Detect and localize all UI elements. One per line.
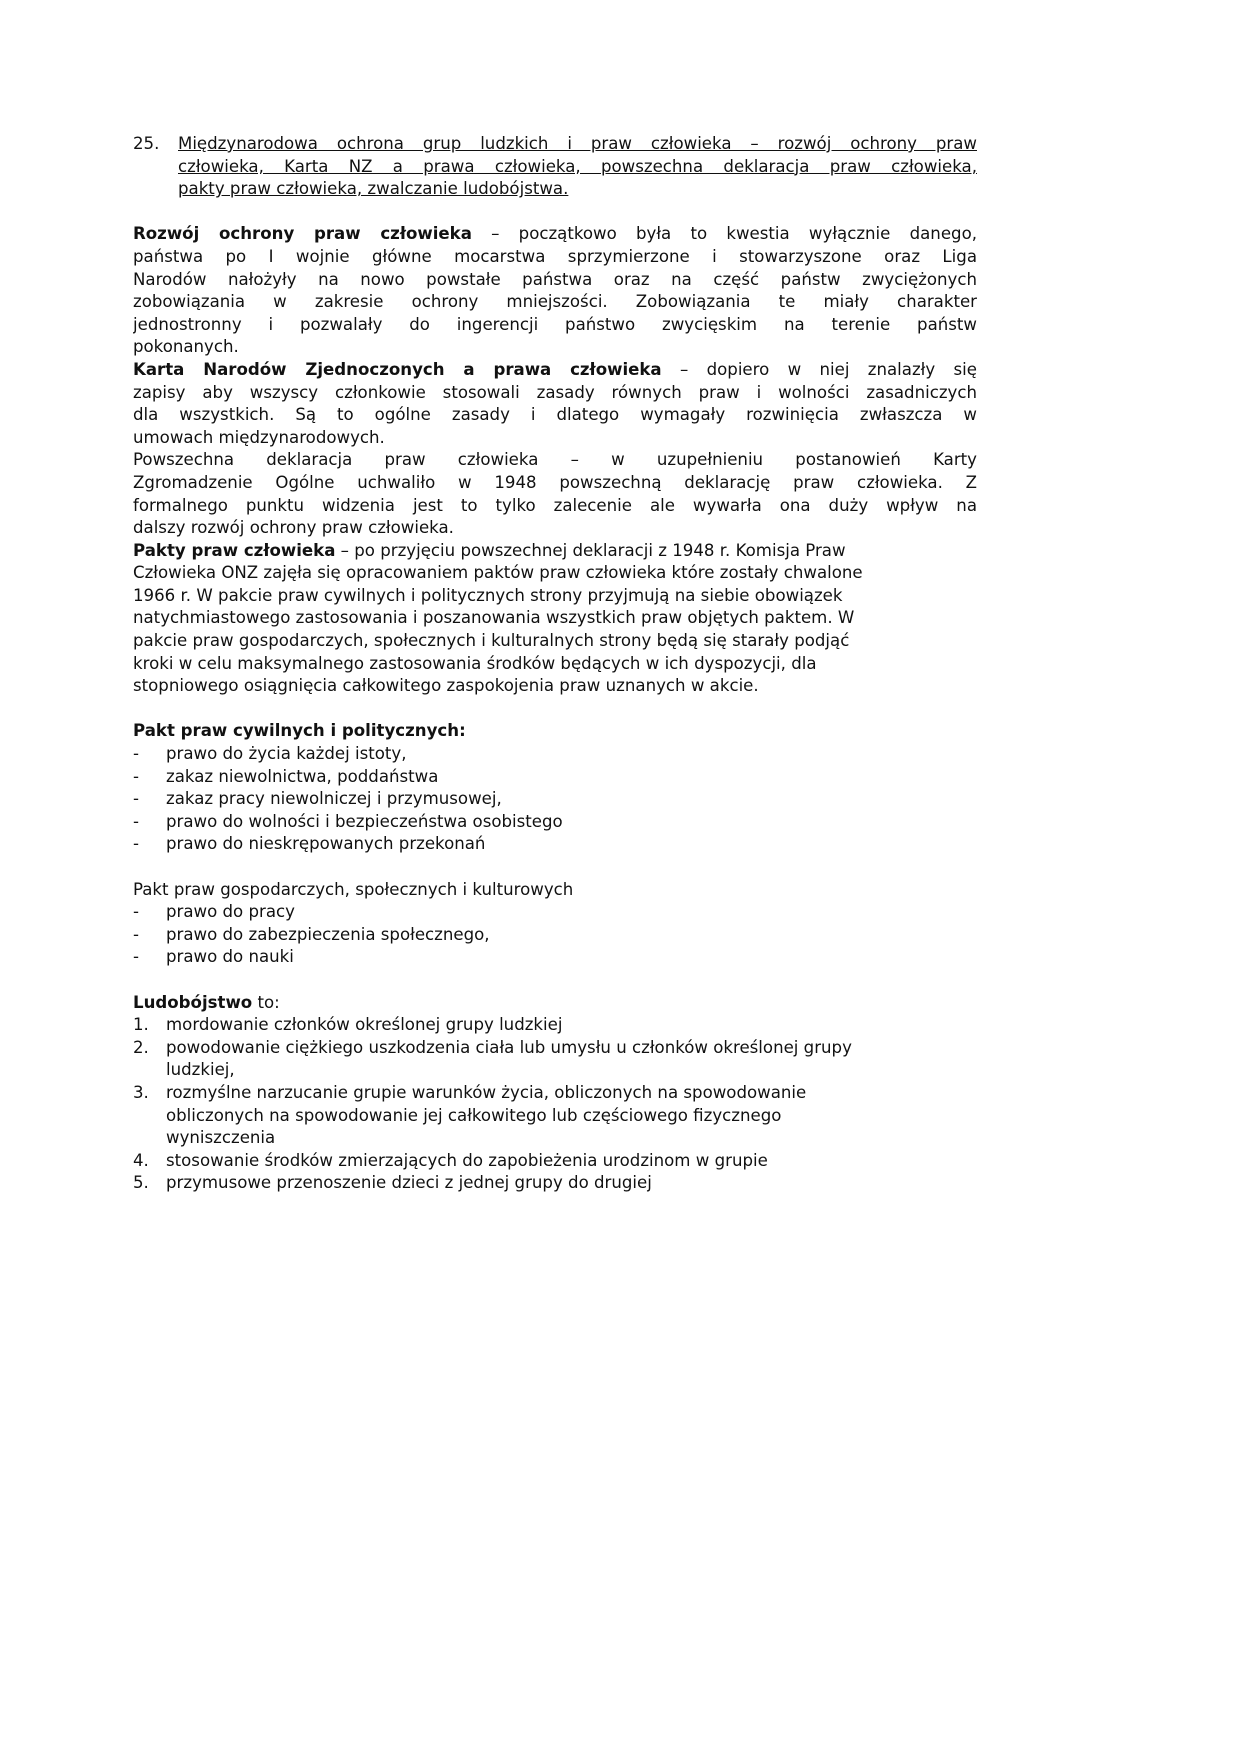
line-text: prawo do życia każdej istoty, <box>166 744 407 764</box>
text-line <box>133 1059 977 1082</box>
blank-line <box>133 201 977 224</box>
list-marker: - <box>133 902 139 922</box>
text-line <box>133 607 977 630</box>
line-text: to: <box>252 992 280 1012</box>
line-text: prawo do pracy <box>166 902 295 922</box>
document-body <box>133 201 977 1195</box>
text-line <box>133 359 977 382</box>
bold-term: Karta Narodów Zjednoczonych a prawa człowieka <box>133 359 662 379</box>
line-text: zobowiązania w zakresie ochrony mniejszości. Zobowiązania te miały charakter <box>133 292 977 312</box>
list-marker: 3. <box>133 1082 149 1102</box>
line-text: zakaz pracy niewolniczej i przymusowej, <box>166 789 502 809</box>
bold-term: Ludobójstwo <box>133 992 253 1012</box>
list-marker: - <box>133 924 139 944</box>
list-marker: 5. <box>133 1173 149 1193</box>
line-text: Człowieka ONZ zajęła się opracowaniem paktów praw człowieka które zostały chwalone <box>133 563 863 583</box>
blank-line <box>133 698 977 721</box>
line-text: stopniowego osiągnięcia całkowitego zaspokojenia praw uznanych w akcie. <box>133 676 759 696</box>
text-line <box>133 653 977 676</box>
line-text: powodowanie ciężkiego uszkodzenia ciała lub umysłu u członków określonej grupy <box>166 1037 852 1057</box>
text-line <box>133 449 977 472</box>
line-text: wyniszczenia <box>166 1128 276 1148</box>
list-item <box>133 946 977 969</box>
list-item <box>133 924 977 947</box>
line-text: prawo do nieskrępowanych przekonań <box>166 834 486 854</box>
list-marker: - <box>133 766 139 786</box>
heading-line <box>133 133 977 156</box>
line-text: – początkowo była to kwestia wyłącznie danego, <box>471 224 977 244</box>
text-line <box>133 246 977 269</box>
line-text: obliczonych na spowodowanie jej całkowitego lub częściowego fizycznego <box>166 1105 782 1125</box>
line-text: dalszy rozwój ochrony praw człowieka. <box>133 518 454 538</box>
text-line <box>133 517 977 540</box>
bold-term: Pakty praw człowieka <box>133 540 336 560</box>
line-text: natychmiastowego zastosowania i poszanowania wszystkich praw objętych paktem. W <box>133 608 855 628</box>
section-heading <box>133 133 977 201</box>
line-text: prawo do nauki <box>166 947 294 967</box>
line-text: Narodów nałożyły na nowo powstałe państwa oraz na część państw zwyciężonych <box>133 269 977 289</box>
line-text: pokonanych. <box>133 337 239 357</box>
line-text: kroki w celu maksymalnego zastosowania środków będących w ich dyspozycji, dla <box>133 653 817 673</box>
text-line <box>133 336 977 359</box>
list-marker: 1. <box>133 1015 149 1035</box>
line-text: państwa po I wojnie główne mocarstwa sprzymierzone i stowarzyszone oraz Liga <box>133 246 977 266</box>
line-text: pakcie praw gospodarczych, społecznych i kulturalnych strony będą się starały podjąć <box>133 631 850 651</box>
line-text: Pakt praw gospodarczych, społecznych i kulturowych <box>133 879 574 899</box>
list-item <box>133 1172 977 1195</box>
blank-line <box>133 856 977 879</box>
line-text: prawo do zabezpieczenia społecznego, <box>166 924 490 944</box>
list-item <box>133 1014 977 1037</box>
list-item <box>133 811 977 834</box>
line-text: mordowanie członków określonej grupy ludzkiej <box>166 1015 563 1035</box>
line-text: stosowanie środków zmierzających do zapobieżenia urodzinom w grupie <box>166 1150 768 1170</box>
list-item <box>133 766 977 789</box>
text-line <box>133 675 977 698</box>
line-text: jednostronny i pozwalały do ingerencji państwo zwycięskim na terenie państw <box>133 314 977 334</box>
list-item <box>133 1150 977 1173</box>
line-text: przymusowe przenoszenie dzieci z jednej grupy do drugiej <box>166 1173 652 1193</box>
heading-number: 25. <box>133 134 160 153</box>
list-item <box>133 901 977 924</box>
text-line <box>133 879 977 902</box>
text-line <box>133 427 977 450</box>
heading-line <box>133 156 977 179</box>
line-text: prawo do wolności i bezpieczeństwa osobistego <box>166 811 563 831</box>
line-text: zakaz niewolnictwa, poddaństwa <box>166 766 439 786</box>
list-item <box>133 743 977 766</box>
text-line <box>133 1105 977 1128</box>
text-line <box>133 314 977 337</box>
text-line <box>133 720 977 743</box>
list-marker: - <box>133 744 139 764</box>
line-text: – po przyjęciu powszechnej deklaracji z 1948 r. Komisja Praw <box>335 540 846 560</box>
line-text: Powszechna deklaracja praw człowieka – w uzupełnieniu postanowień Karty <box>133 450 977 470</box>
line-text: – dopiero w niej znalazły się <box>661 359 977 379</box>
text-line <box>133 291 977 314</box>
list-item <box>133 1037 977 1060</box>
text-line <box>133 1127 977 1150</box>
line-text: zapisy aby wszyscy członkowie stosowali zasady równych praw i wolności zasadniczych <box>133 382 977 402</box>
list-marker: - <box>133 947 139 967</box>
heading-line <box>133 178 977 201</box>
line-text: formalnego punktu widzenia jest to tylko zalecenie ale wywarła ona duży wpływ na <box>133 495 977 515</box>
text-line <box>133 585 977 608</box>
line-text: 1966 r. W pakcie praw cywilnych i politycznych strony przyjmują na siebie obowiązek <box>133 585 843 605</box>
list-marker: 4. <box>133 1150 149 1170</box>
text-line <box>133 382 977 405</box>
list-item <box>133 1082 977 1105</box>
text-line <box>133 472 977 495</box>
line-text: ludzkiej, <box>166 1060 235 1080</box>
list-marker: - <box>133 811 139 831</box>
bold-term: Pakt praw cywilnych i politycznych: <box>133 721 466 741</box>
text-line <box>133 992 977 1015</box>
line-text: Zgromadzenie Ogólne uchwaliło w 1948 powszechną deklarację praw człowieka. Z <box>133 472 977 492</box>
list-marker: 2. <box>133 1037 149 1057</box>
heading-text: człowieka, Karta NZ a prawa człowieka, powszechna deklaracja praw człowieka, <box>178 156 977 176</box>
text-line <box>133 495 977 518</box>
list-item <box>133 833 977 856</box>
text-line <box>133 269 977 292</box>
line-text: rozmyślne narzucanie grupie warunków życia, obliczonych na spowodowanie <box>166 1082 807 1102</box>
line-text: umowach międzynarodowych. <box>133 427 385 447</box>
text-line <box>133 562 977 585</box>
document-page <box>133 133 977 1195</box>
text-line <box>133 630 977 653</box>
line-text: dla wszystkich. Są to ogólne zasady i dlatego wymagały rozwinięcia zwłaszcza w <box>133 405 977 425</box>
text-line <box>133 540 977 563</box>
text-line <box>133 404 977 427</box>
heading-text: Międzynarodowa ochrona grup ludzkich i praw człowieka – rozwój ochrony praw <box>178 134 977 153</box>
list-marker: - <box>133 834 139 854</box>
bold-term: Rozwój ochrony praw człowieka <box>133 224 472 244</box>
blank-line <box>133 969 977 992</box>
list-item <box>133 788 977 811</box>
list-marker: - <box>133 789 139 809</box>
heading-text: pakty praw człowieka, zwalczanie ludobójstwa. <box>178 179 569 199</box>
text-line <box>133 223 977 246</box>
